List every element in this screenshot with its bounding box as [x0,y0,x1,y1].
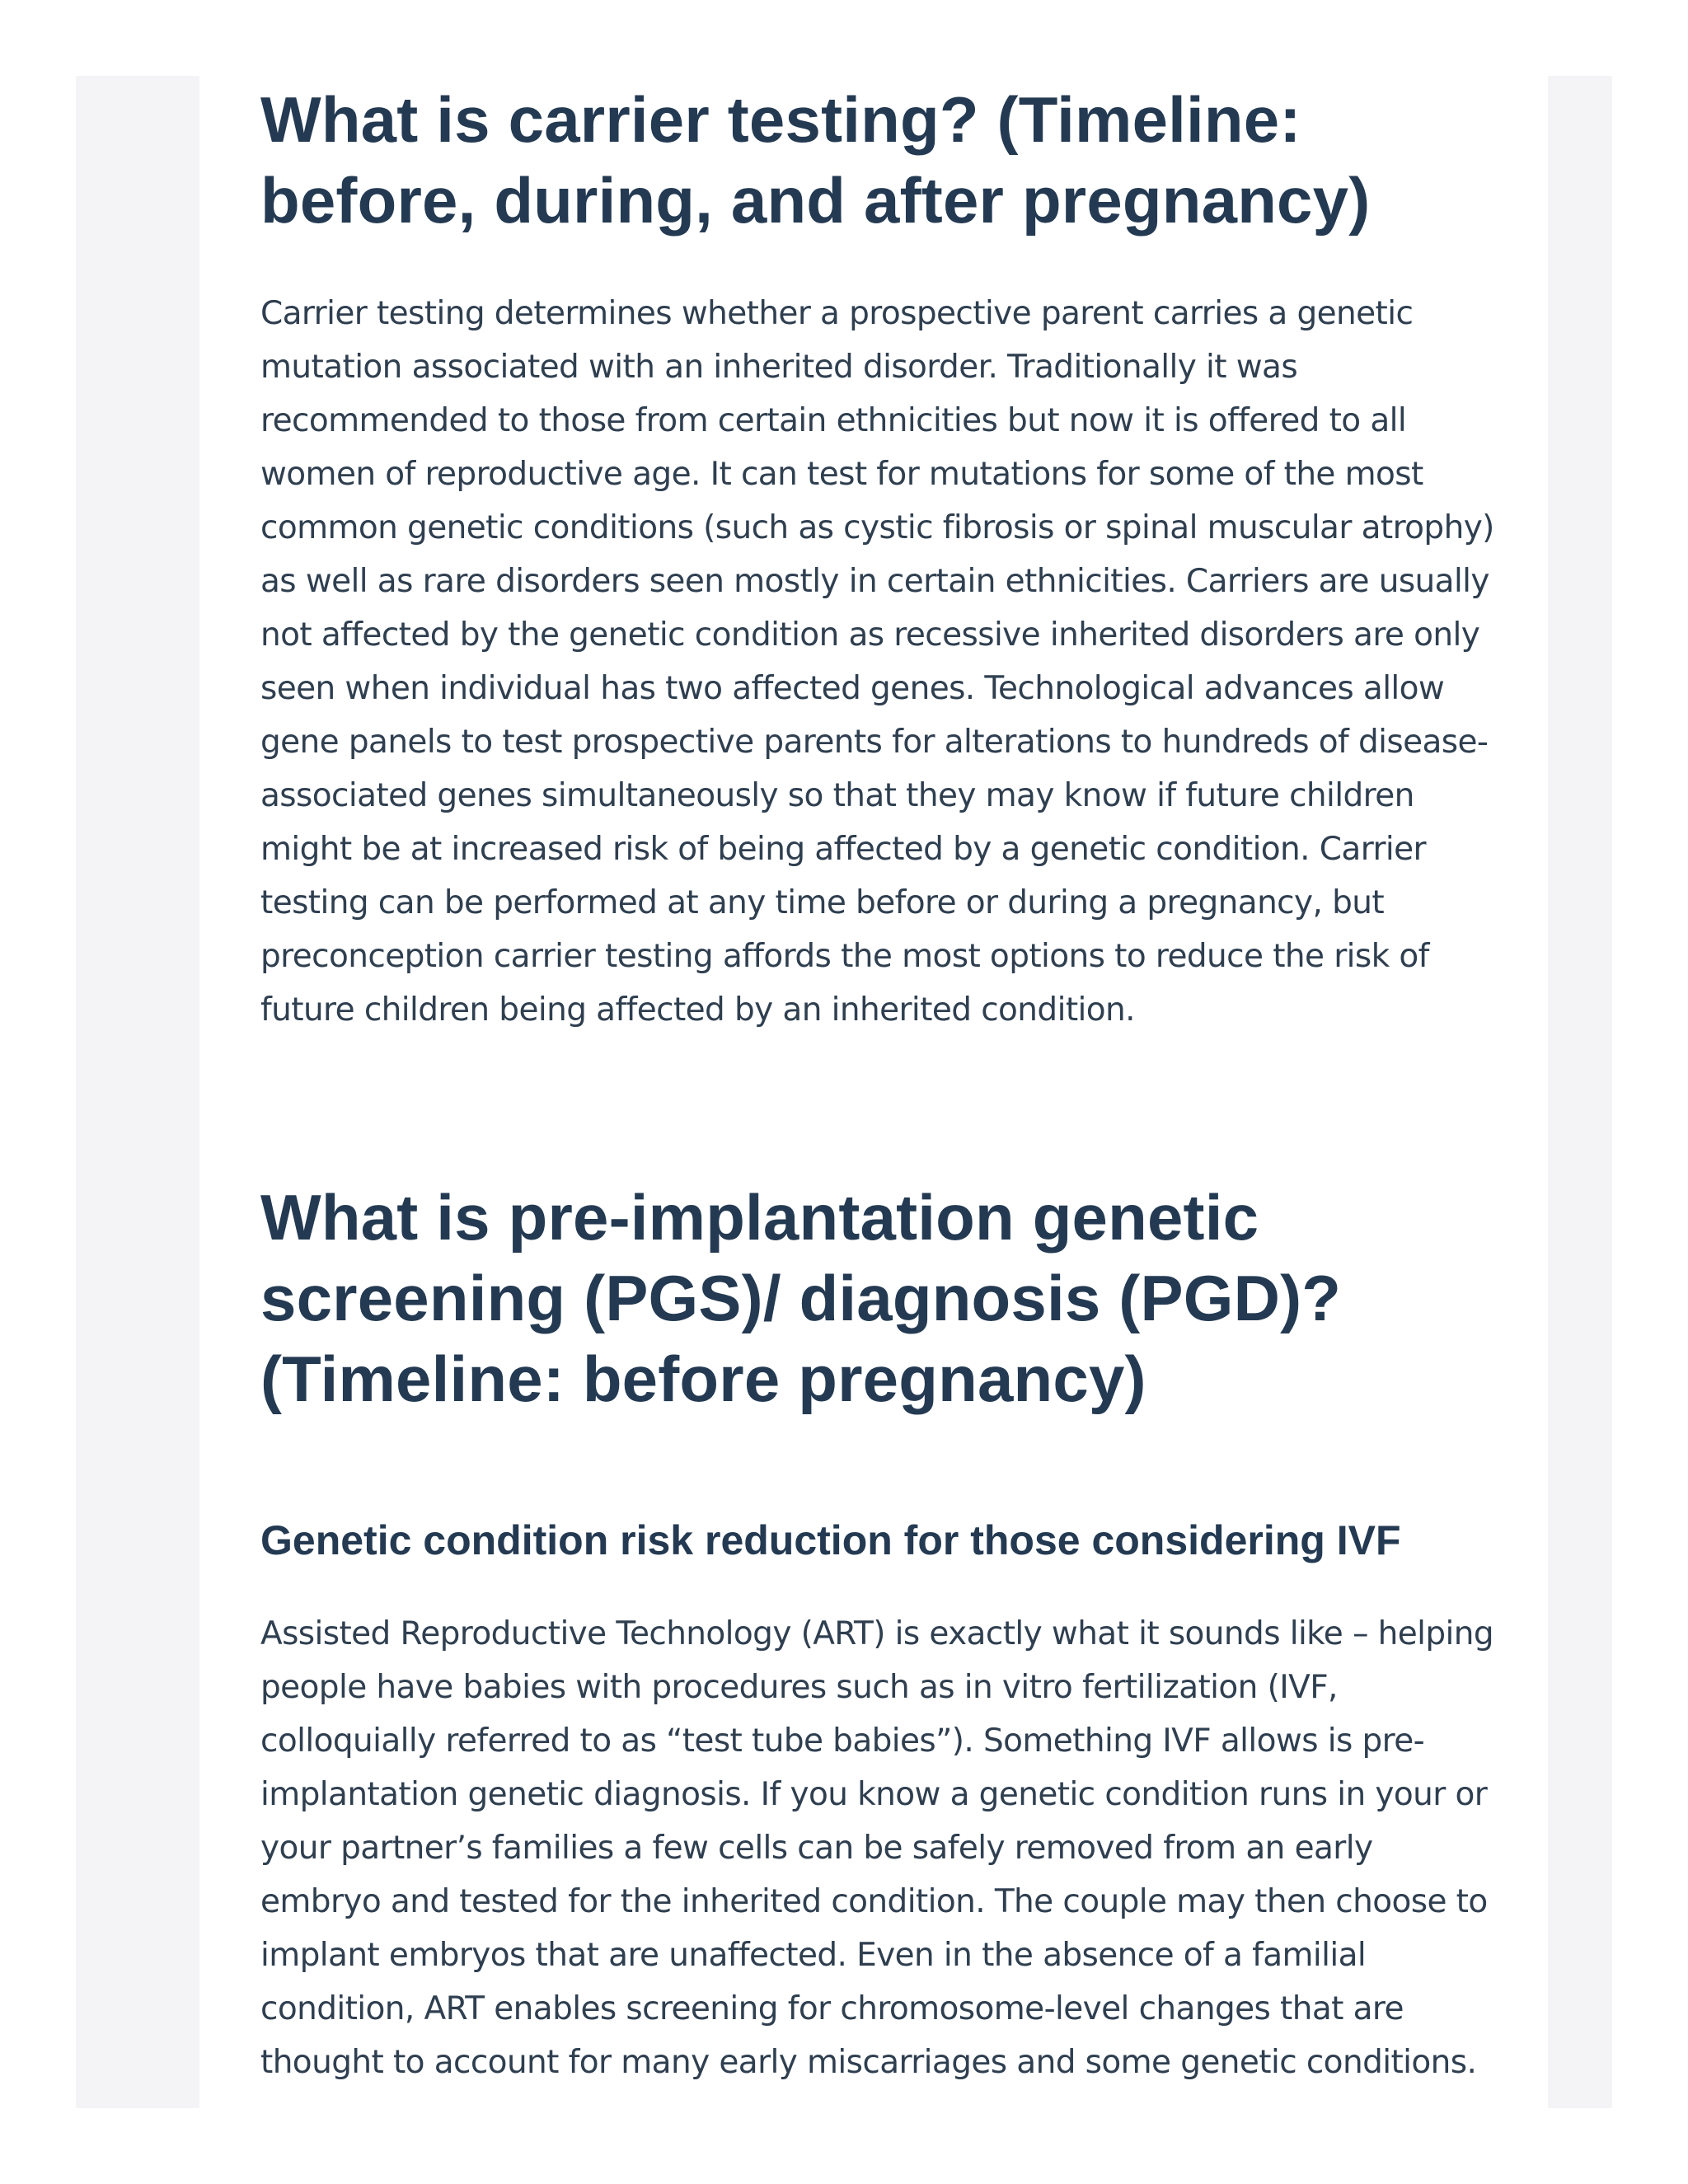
article [260,79,1497,2089]
ivf-risk-reduction-subheading: Genetic condition risk reduction for those considering IVF [260,1517,1401,1563]
carrier-testing-paragraph: Carrier testing determines whether a prospective parent carries a genetic mutation associated with an inherited disorder. Traditionally it was recommended to those from certain ethnicities but now it is offered to all women of reproductive age. It can test for mutations for some of the most common genetic conditions (such as cystic fibrosis or spinal muscular atrophy) as well as rare disorders seen mostly in certain ethnicities. Carriers are usually not affected by the genetic condition as recessive inherited disorders are only seen when individual has two affected genes. Technological advances allow gene panels to test prospective parents for alterations to hundreds of disease-associated genes simultaneously so that they may know if future children might be at increased risk of being affected by a genetic condition. Carrier testing can be performed at any time before or during a pregnancy, but preconception carrier testing affords the most options to reduce the risk of future children being affected by an inherited condition. [260,295,1494,1029]
art-paragraph: Assisted Reproductive Technology (ART) is exactly what it sounds like – helping people have babies with procedures such as in vitro fertilization (IVF, colloquially referred to as “test tube babies”). Something IVF allows is pre-implantation genetic diagnosis. If you know a genetic condition runs in your or your partner’s families a few cells can be safely removed from an early embryo and tested for the inherited condition. The couple may then choose to implant embryos that are unaffected. Even in the absence of a familial condition, ART enables screening for chromosome-level changes that are thought to account for many early miscarriages and some genetic conditions. [260,1615,1494,2081]
pgs-pgd-heading: What is pre-implantation genetic screening (PGS)/ diagnosis (PGD)? (Timeline: before pregnancy) [260,1181,1342,1415]
carrier-testing-section [260,79,1497,1037]
pgs-pgd-section [260,1177,1497,2089]
carrier-testing-heading: What is carrier testing? (Timeline: before, during, and after pregnancy) [260,83,1371,237]
